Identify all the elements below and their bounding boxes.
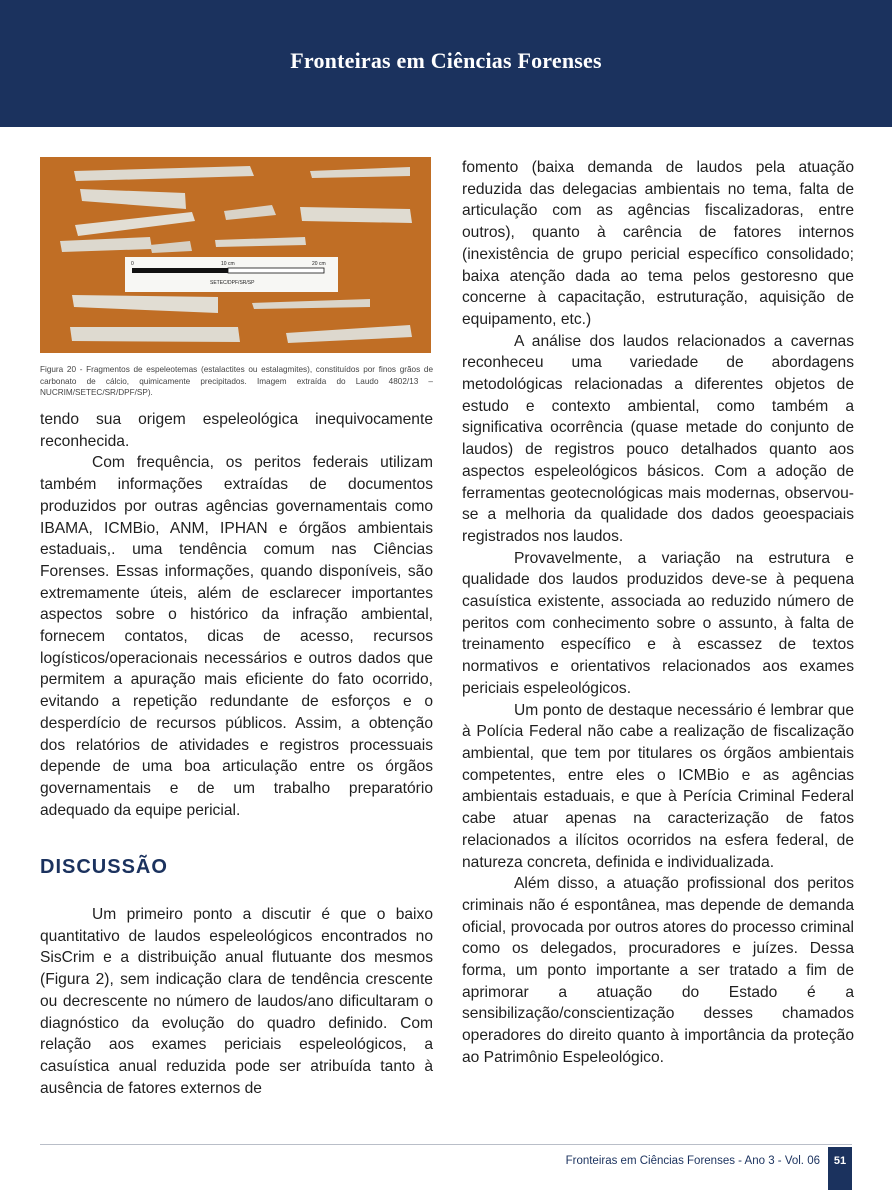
scale-label-10cm: 10 cm bbox=[221, 261, 235, 267]
journal-header-band bbox=[0, 0, 892, 127]
paragraph-fomento: fomento (baixa demanda de laudos pela atuação reduzida das delegacias ambientais no tema, falta de articulação com as agências fiscalizadoras, entre outros), quanto à carência de fatores internos (inexistência de grupo pericial específico consolidado; baixa atenção dada ao tema pelos gestoresno que concerne à capacitação, estruturação, aquisição de equipamento, etc.) bbox=[462, 159, 854, 328]
paragraph-other-agencies: Com frequência, os peritos federais utilizam também informações extraídas de documentos produzidos por outras agências governamentais como IBAMA, ICMBio, ANM, IPHAN e órgãos ambientais estaduais,. uma tendência comum nas Ciências Forenses. Essas informações, quando disponíveis, são extremamente úteis, além de esclarecer importantes aspectos sobre o histórico da infração ambiental, fornecem contatos, dicas de acesso, recursos logísticos/operacionais necessários e outros dados que permitem a apuração mais eficiente do fato ocorrido, evitando a repetição redundante de esforços e o desperdício de recursos públicos. Assim, a obtenção dos relatórios de atividades e registros processuais depende de uma boa articulação entre os órgãos governamentais e de um trabalho preparatório adequado da equipe pericial. bbox=[40, 454, 433, 819]
journal-title: Fronteiras em Ciências Forenses bbox=[290, 48, 602, 73]
left-column-bottom bbox=[40, 904, 433, 1099]
page-number: 51 bbox=[828, 1147, 852, 1190]
paragraph-origin: tendo sua origem espeleológica inequivocamente reconhecida. bbox=[40, 411, 433, 450]
paragraph-analysis: A análise dos laudos relacionados a cavernas reconheceu uma variedade de abordagens metodológicas relacionadas a diferentes objetos de estudo e contexto ambiental, como também a significativa ocorrência (quase metade do conjunto de laudos) de registros pouco detalhados quanto aos aspectos espeleológicos básicos. Com a adoção de ferramentas geotecnológicas mais modernas, observou-se a melhoria da qualidade dos dados geoespaciais registrados nos laudos. bbox=[462, 332, 854, 545]
paragraph-variation: Provavelmente, a variação na estrutura e qualidade dos laudos produzidos deve-se à pequena casuística existente, associada ao reduzido número de peritos com conhecimento sobre o assunto, à falta de treinamento específico e à escassez de textos normativos e orientativos relacionados aos exames periciais espeleológicos. bbox=[462, 549, 854, 697]
scale-bar-white-segment bbox=[228, 268, 324, 273]
right-column bbox=[462, 157, 854, 1069]
speleothem-fragments-photo bbox=[40, 157, 431, 353]
paragraph-besides: Além disso, a atuação profissional dos peritos criminais não é espontânea, mas depende de demanda oficial, provocada por outros atores do processo criminal como os delegados, procuradores e juízes. Dessa forma, um ponto importante a ser tratado a fim de aprimorar a atuação do Estado é a sensibilização/conscientização desses chamados operadores do direito quanto à importância da proteção ao Patrimônio Espeleológico. bbox=[462, 875, 854, 1066]
paragraph-first-point: Um primeiro ponto a discutir é que o baixo quantitativo de laudos espeleológicos encontrados no SisCrim e a distribuição anual flutuante dos mesmos (Figura 2), sem indicação clara de tendência crescente ou decrescente no número de laudos/ano dificultaram o diagnóstico da evolução do quadro definido. Com relação aos exames periciais espeleológicos, a casuística anual reduzida pode ser atribuída tanto à ausência de fatores externos de bbox=[40, 906, 433, 1097]
scale-label-zero: 0 bbox=[131, 261, 134, 267]
left-column-top bbox=[40, 409, 433, 821]
footer-running-title: Fronteiras em Ciências Forenses - Ano 3 - Vol. 06 bbox=[565, 1155, 820, 1167]
scale-label-20cm: 20 cm bbox=[312, 261, 326, 267]
scale-label-code: SETEC/DPF/SR/SP bbox=[210, 280, 255, 286]
paragraph-highlight: Um ponto de destaque necessário é lembrar que à Polícia Federal não cabe a realização de fiscalização ambiental, que tem por titulares os órgãos ambientais competentes, entre eles o ICMBio e as agências ambientais estaduais, e que à Perícia Criminal Federal cabe atuar apenas na caracterização de fatos relacionados a ilícitos ocorridos na esfera federal, de natureza concreta, definida e individualizada. bbox=[462, 701, 854, 871]
footer-rule bbox=[40, 1144, 852, 1145]
section-heading-discussao: DISCUSSÃO bbox=[40, 856, 168, 878]
figure-caption: Figura 20 - Fragmentos de espeleotemas (estalactites ou estalagmites), constituídos por finos grãos de carbonato de cálcio, quimicamente precipitados. Imagem extraída do Laudo 4802/13 – NUCRIM/SETEC/SR/DPF/SP). bbox=[40, 365, 433, 397]
scale-bar-black-segment bbox=[132, 268, 228, 273]
